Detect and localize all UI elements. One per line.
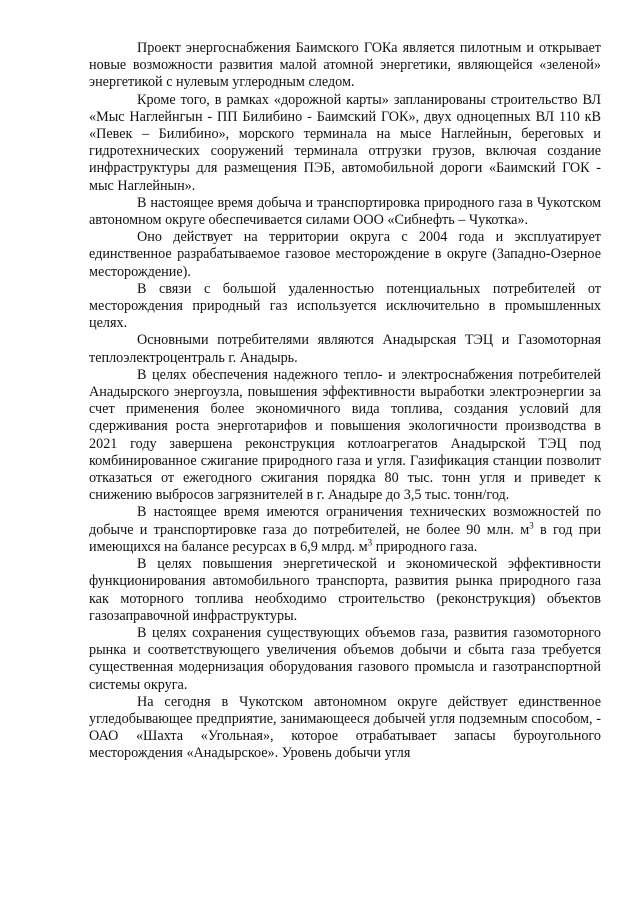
- paragraph: В целях повышения энергетической и экономической эффективности функционирования автомобильного транспорта, развития рынка природного газа как моторного топлива необходимо строительство (реконструкция) объектов газозаправочной инфраструктуры.: [89, 556, 601, 624]
- paragraph: На сегодня в Чукотском автономном округе действует единственное угледобывающее предприятие, занимающееся добычей угля подземным способом, - ОАО «Шахта «Угольная», которое отрабатывает запасы буроугольного месторождения «Анадырское». Уровень добычи угля: [89, 693, 601, 762]
- paragraph: Проект энергоснабжения Баимского ГОКа является пилотным и открывает новые возможности развития малой атомной энергетики, являющейся «зеленой» энергетикой с нулевым углеродным следом.: [89, 40, 601, 91]
- paragraph-gas-limits: [89, 504, 601, 556]
- paragraph: В целях сохранения существующих объемов газа, развития газомоторного рынка и соответствующего увеличения объемов добычи и сбыта газа требуется существенная модернизация оборудования газового промысла и газотранспортной системы округа.: [89, 624, 601, 693]
- superscript: 3: [529, 519, 534, 530]
- superscript: 3: [367, 537, 373, 548]
- document-page: [89, 40, 601, 763]
- paragraph: В целях обеспечения надежного тепло- и электроснабжения потребителей Анадырского энергоузла, повышения эффективности выработки электроэнергии за счет применения более экономичного вида топлива, создания условий для сдерживания роста энерготарифов и повышения экологичности производства в 2021 году завершена реконструкция котлоагрегатов Анадырской ТЭЦ под комбинированное сжигание природного газа и угля. Газификация станции позволит отказаться от ежегодного сжигания порядка 80 тыс. тонн угля и приведет к снижению выбросов загрязнителей в г. Анадыре до 3,5 тыс. тонн/год.: [89, 366, 601, 504]
- paragraph: В настоящее время добыча и транспортировка природного газа в Чукотском автономном округе обеспечивается силами ООО «Сибнефть – Чукотка».: [89, 194, 601, 229]
- paragraph-text: природного газа.: [372, 538, 478, 555]
- paragraph: Основными потребителями являются Анадырская ТЭЦ и Газомоторная теплоэлектроцентраль г. Анадырь.: [89, 332, 601, 366]
- paragraph: В связи с большой удаленностью потенциальных потребителей от месторождения природный газ используется исключительно в промышленных целях.: [89, 280, 601, 332]
- paragraph-text: в год при имеющихся на балансе ресурсах в 6,9 млрд. м: [89, 521, 601, 555]
- paragraph: Кроме того, в рамках «дорожной карты» запланированы строительство ВЛ «Мыс Наглейнгын - ПП Билибино - Баимский ГОК», двух одноцепных ВЛ 110 кВ «Певек – Билибино», морского терминала на мысе Наглейнын, береговых и гидротехнических сооружений терминала отгрузки грузов, включая создание инфраструктуры для размещения ПЭБ, автомобильной дороги «Баимский ГОК - мыс Наглейнын».: [89, 91, 601, 194]
- paragraph-text: В настоящее время имеются ограничения технических возможностей по добыче и транспортировке газа до потребителей, не более 90 млн. м: [89, 504, 601, 538]
- paragraph: Оно действует на территории округа с 2004 года и эксплуатирует единственное разрабатываемое газовое месторождение в округе (Западно-Озерное месторождение).: [89, 229, 601, 280]
